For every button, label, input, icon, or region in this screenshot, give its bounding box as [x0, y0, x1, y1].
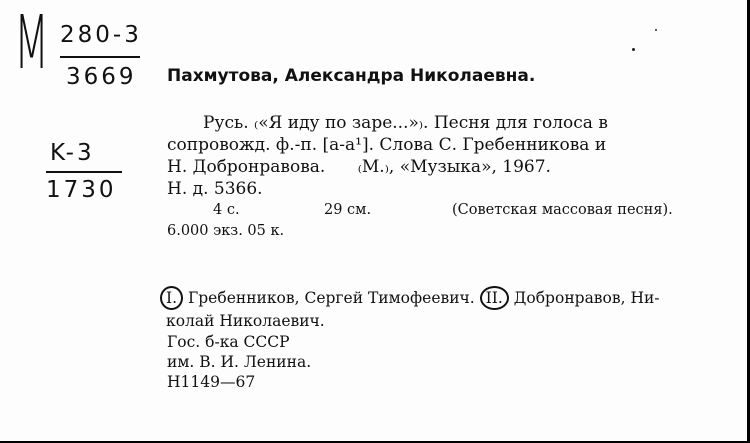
handwritten-fraction-line: [60, 56, 140, 58]
library-line-1: Гос. б-ка СССР: [167, 333, 290, 351]
size: 29 см.: [324, 202, 372, 218]
edition: 6.000 экз. 05 к.: [167, 223, 285, 239]
handwritten-call-top: 280-3: [60, 22, 142, 48]
title-line-2: сопровожд. ф.-п. [a-a¹]. Слова С. Гребенникова и: [167, 135, 607, 155]
series: (Советская массовая песня).: [452, 202, 673, 218]
library-line-3: Н1149—67: [167, 373, 256, 391]
handwritten-call-bottom: 3669: [66, 64, 137, 90]
handwritten-shelf-letter: M: [14, 0, 50, 86]
handwritten-second-bottom: 1730: [46, 177, 117, 203]
pages: 4 с.: [213, 202, 240, 218]
handwritten-fraction-line-2: [46, 171, 122, 173]
speck: [655, 29, 657, 31]
plate-number: Н. д. 5366.: [167, 179, 263, 199]
title-line-3: Н. Добронравова. ₍М.₎, «Музыка», 1967.: [167, 157, 551, 177]
handwritten-second-top: K-3: [50, 140, 95, 166]
tracing-numeral-2: II.: [480, 286, 509, 310]
tracing-numeral-1: I.: [160, 286, 183, 310]
title-line-1: Русь. ₍«Я иду по заре...»₎. Песня для голоса в: [203, 113, 608, 133]
title-block: [167, 112, 700, 200]
tracing-text-1: Гребенников, Сергей Тимофеевич.: [188, 289, 475, 307]
library-footer: [167, 332, 311, 392]
library-line-2: им. В. И. Ленина.: [167, 353, 312, 371]
author-heading: Пахмутова, Александра Николаевна.: [167, 66, 536, 86]
tracings: [160, 286, 695, 332]
tracing-text-2a: Добронравов, Ни-: [513, 289, 660, 307]
speck: [632, 48, 635, 51]
tracing-line-2: колай Николаевич.: [166, 312, 325, 330]
tracing-line-1: [160, 286, 695, 310]
